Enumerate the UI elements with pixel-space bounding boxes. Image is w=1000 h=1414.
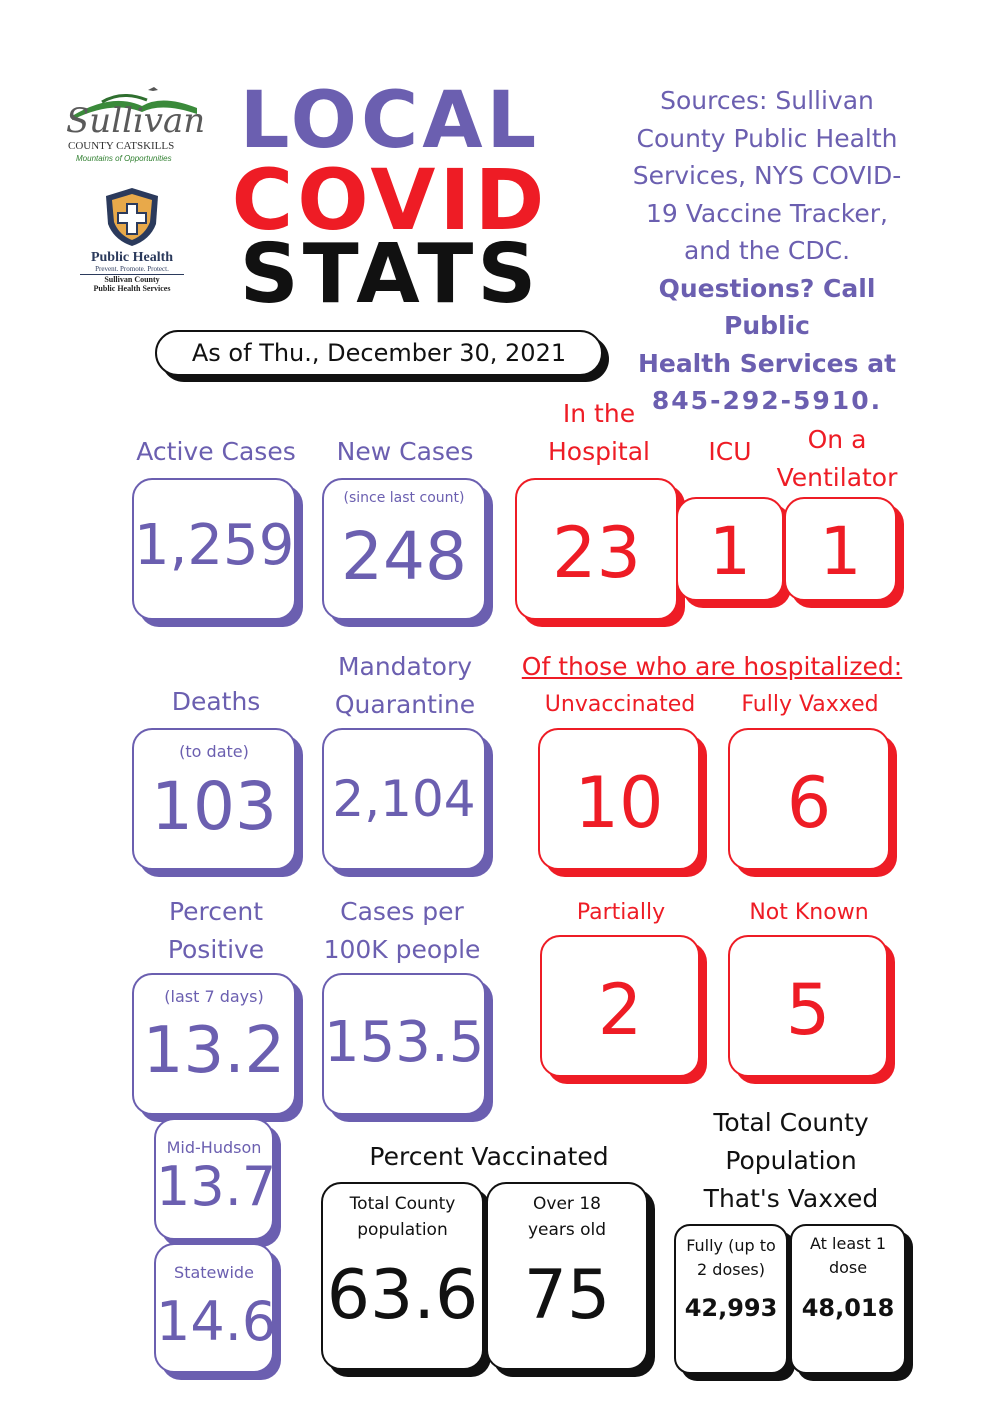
percent-positive-sub: (last 7 days) [164,987,264,1006]
active-cases-value: 1,259 [134,513,295,578]
title-stats: STATS [239,227,541,322]
deaths-label: Deaths [171,687,261,716]
total-county-pct-value: 63.6 [326,1256,479,1335]
statewide-label: Statewide [174,1263,254,1282]
title-covid: COVID [231,151,549,249]
total-county-pct-label-2: population [357,1220,448,1240]
questions-line: Questions? Call Public [658,273,876,340]
questions-line: Health Services at [637,348,897,378]
partially-value: 2 [597,969,643,1051]
shield-cross-icon [102,186,162,248]
unvaccinated-label: Unvaccinated [544,692,696,717]
midhudson-value: 13.7 [156,1155,277,1218]
title-local: LOCAL [239,76,541,166]
statewide-value: 14.6 [156,1290,277,1353]
percent-positive-label-2: Positive [167,935,265,964]
statewide-box [154,1243,277,1373]
percent-positive-value: 13.2 [142,1014,286,1088]
ph-org-1: Sullivan County [104,274,160,284]
ph-org-2: Public Health Services [93,284,171,294]
partially-label: Partially [576,900,666,925]
over18-pct-box [486,1182,648,1370]
total-county-pct-label-1: Total County [349,1194,456,1214]
ventilator-box [784,497,897,601]
at-least-one-label-1: At least 1 [810,1234,886,1253]
sources-line: and the CDC. [683,236,851,265]
over18-label-2: years old [527,1220,607,1240]
not-known-value: 5 [785,969,831,1051]
quarantine-value: 2,104 [332,770,476,828]
quarantine-label-1: Mandatory [337,652,473,681]
date-pill: As of Thu., December 30, 2021 [155,330,603,376]
icu-value: 1 [709,513,751,590]
fully-doses-label-1: Fully (up to [686,1236,776,1255]
at-least-one-dose-box [790,1224,906,1374]
over18-label-1: Over 18 [533,1194,601,1214]
not-known-box [728,935,888,1077]
active-cases-label: Active Cases [136,437,296,466]
deaths-value: 103 [151,768,277,845]
hospital-box [515,478,678,620]
unvaccinated-value: 10 [574,762,664,844]
percent-positive-label-1: Percent [168,897,264,926]
pop-vaxxed-label-1: Total County [713,1108,869,1137]
fully-vaxxed-box [728,728,890,870]
over18-value: 75 [523,1256,611,1335]
cases-per-box [322,973,486,1115]
new-cases-sub: (since last count) [343,490,465,506]
sullivan-name: Sullivan [66,101,206,141]
ph-title: Public Health [90,250,174,265]
phone-number[interactable]: 845-292-5910. [651,386,883,415]
not-known-label: Not Known [749,900,869,925]
fully-vaxxed-value: 6 [786,762,832,844]
cases-per-label-2: 100K people [323,935,481,964]
public-health-logo [80,186,184,296]
new-cases-value: 248 [341,518,467,595]
total-county-pct-box [321,1182,484,1370]
fully-doses-label-2: 2 doses) [697,1260,765,1279]
sources-block [612,82,922,420]
new-cases-box [322,478,486,620]
deaths-sub: (to date) [179,742,249,761]
sullivan-sub: COUNTY CATSKILLS [68,140,175,152]
quarantine-label-2: Quarantine [334,690,476,719]
quarantine-box [322,728,486,870]
partially-box [540,935,700,1077]
at-least-one-value: 48,018 [801,1294,895,1322]
ventilator-label-1: On a [807,425,867,454]
active-cases-box [132,478,296,620]
hospital-value: 23 [551,512,642,594]
midhudson-box [154,1118,277,1240]
icu-label: ICU [708,437,752,466]
fully-vaxxed-label: Fully Vaxxed [741,692,879,717]
at-least-one-label-2: dose [828,1258,868,1277]
cases-per-value: 153.5 [324,1010,485,1075]
hospitalized-header: Of those who are hospitalized: [521,652,903,681]
hospital-label-2: Hospital [547,437,650,466]
pop-vaxxed-label-3: That's Vaxxed [703,1184,879,1213]
ventilator-label-2: Ventilator [776,463,898,492]
sullivan-county-logo [62,84,206,164]
hospital-label-1: In the [562,399,636,428]
cases-per-label-1: Cases per [340,897,464,926]
sullivan-tagline: Mountains of Opportunities [76,154,172,163]
deaths-box [132,728,296,870]
sources-line: Sources: Sullivan [660,86,874,115]
sources-line: Services, NYS COVID- [632,161,902,190]
ventilator-value: 1 [819,513,862,590]
fully-doses-box [674,1224,788,1374]
icu-box [676,497,784,601]
pop-vaxxed-label-2: Population [725,1146,857,1175]
sources-line: County Public Health [636,123,898,153]
new-cases-label: New Cases [336,437,474,466]
fully-doses-value: 42,993 [684,1294,778,1322]
midhudson-label: Mid-Hudson [166,1138,262,1157]
ph-motto: Prevent. Promote. Protect. [80,265,184,274]
percent-vaccinated-label: Percent Vaccinated [369,1142,609,1171]
sources-line: 19 Vaccine Tracker, [646,198,888,228]
percent-positive-box [132,973,296,1115]
unvaccinated-box [538,728,700,870]
